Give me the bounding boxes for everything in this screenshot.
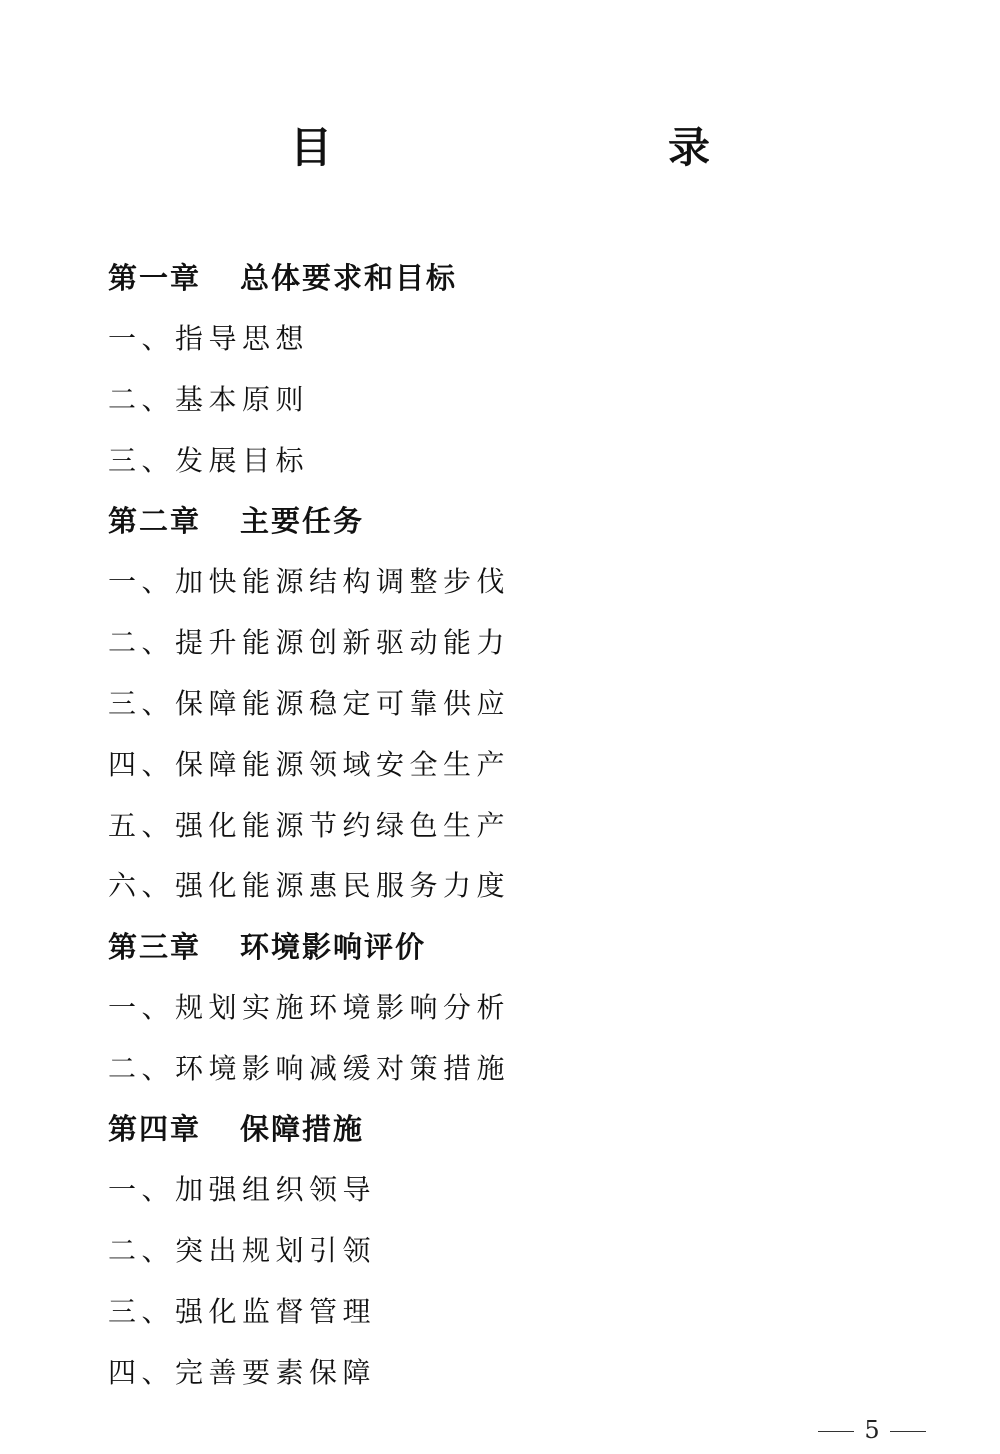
toc-section-item xyxy=(108,732,908,793)
section-title: 三、保障能源稳定可靠供应 xyxy=(108,686,511,720)
toc-section-item xyxy=(108,307,908,368)
section-title: 四、完善要素保障 xyxy=(108,1355,377,1389)
toc-section-item xyxy=(108,1036,908,1097)
left-dash xyxy=(818,1431,854,1432)
toc-section-item xyxy=(108,1158,908,1219)
toc-section-item xyxy=(108,854,908,915)
section-title: 一、规划实施环境影响分析 xyxy=(108,990,511,1024)
chapter-number: 第一章 xyxy=(108,260,202,295)
toc-chapter-heading xyxy=(108,246,908,307)
toc-chapter-heading xyxy=(108,1097,908,1158)
section-title: 四、保障能源领域安全生产 xyxy=(108,747,511,781)
toc-section-item xyxy=(108,550,908,611)
section-title: 一、加强组织领导 xyxy=(108,1173,377,1207)
toc-section-item xyxy=(108,976,908,1037)
page-number-footer xyxy=(810,1410,934,1450)
chapter-number: 第三章 xyxy=(108,929,202,964)
section-title: 六、强化能源惠民服务力度 xyxy=(108,869,511,903)
chapter-title: 环境影响评价 xyxy=(240,929,427,964)
page-title: 目 录 xyxy=(289,123,794,172)
toc-section-item xyxy=(108,428,908,489)
section-title: 二、环境影响减缓对策措施 xyxy=(108,1051,511,1085)
section-title: 一、加快能源结构调整步伐 xyxy=(108,565,511,599)
toc-section-item xyxy=(108,611,908,672)
toc-chapter-heading xyxy=(108,915,908,976)
section-title: 二、突出规划引领 xyxy=(108,1234,377,1268)
section-title: 三、强化监督管理 xyxy=(108,1294,377,1328)
right-dash xyxy=(890,1431,926,1432)
toc-section-item xyxy=(108,1280,908,1341)
chapter-number: 第二章 xyxy=(108,504,202,539)
section-title: 二、基本原则 xyxy=(108,382,310,416)
toc-section-item xyxy=(108,672,908,733)
section-title: 一、指导思想 xyxy=(108,322,310,356)
section-title: 二、提升能源创新驱动能力 xyxy=(108,626,511,660)
toc-chapter-heading xyxy=(108,489,908,550)
chapter-number: 第四章 xyxy=(108,1112,202,1147)
chapter-title: 保障措施 xyxy=(240,1112,365,1147)
toc-section-item xyxy=(108,1219,908,1280)
chapter-title: 主要任务 xyxy=(240,504,365,539)
toc-section-item xyxy=(108,793,908,854)
section-title: 三、发展目标 xyxy=(108,443,310,477)
chapter-title: 总体要求和目标 xyxy=(240,260,458,295)
page-number: 5 xyxy=(864,1416,880,1444)
toc-section-item xyxy=(108,1340,908,1401)
section-title: 五、强化能源节约绿色生产 xyxy=(108,808,511,842)
table-of-contents xyxy=(108,246,908,1401)
toc-section-item xyxy=(108,368,908,429)
